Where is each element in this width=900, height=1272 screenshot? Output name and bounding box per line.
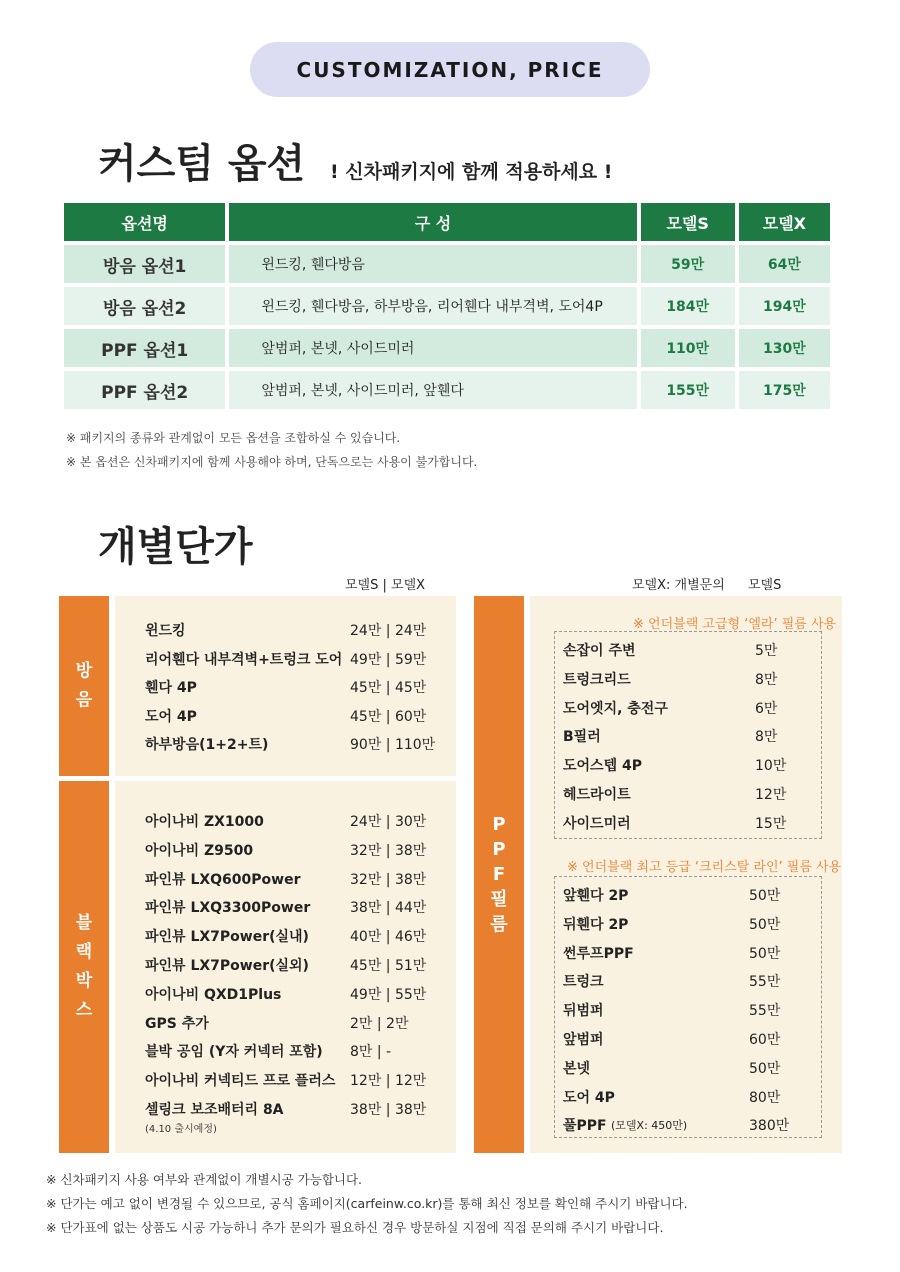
item-name: 아이나비 Z9500 (145, 842, 254, 859)
item-name: 파인뷰 LX7Power(실외) (145, 958, 309, 974)
item-price: 12만 (755, 787, 787, 803)
category-blackbox: 블 랙 박 스 (59, 781, 109, 1153)
option-name: PPF 옵션2 (64, 371, 225, 409)
price-model-s: 110만 (641, 329, 735, 367)
custom-options-subtitle: ! 신차패키지에 함께 적용하세요 ! (330, 161, 613, 183)
item-price: 10만 (755, 758, 787, 775)
item-price: 2만 | 2만 (350, 1015, 409, 1032)
ppf-panel (530, 596, 842, 1153)
item-price: 45만 | 51만 (350, 958, 427, 974)
right-column-header-a: 모델X: 개별문의 (632, 578, 725, 593)
option-composition: 윈드킹, 휀다방음 (229, 245, 636, 283)
custom-options-title: 커스텀 옵션 (98, 141, 306, 187)
right-column-header-b: 모델S (748, 578, 782, 593)
item-name: B필러 (563, 729, 601, 746)
price-model-s: 59만 (641, 245, 735, 283)
col-header-composition: 구 성 (229, 203, 636, 241)
item-name: 셀링크 보조배터리 8A (145, 1102, 284, 1118)
category-ppf: P P F 필 름 (474, 596, 524, 1153)
custom-note-1: ※ 패키지의 종류와 관계없이 모든 옵션을 조합하실 수 있습니다. (66, 431, 401, 445)
option-composition: 앞범퍼, 본넷, 사이드미러 (229, 329, 636, 367)
item-price: 80만 (749, 1089, 781, 1106)
col-header-model-s: 모델S (641, 203, 735, 241)
item-name: 아이나비 ZX1000 (145, 814, 264, 830)
item-name: 하부방음(1+2+트) (145, 737, 269, 753)
ppf-note-ella: ※ 언더블랙 고급형 ‘엘라’ 필름 사용 (633, 617, 837, 632)
item-price: 32만 | 38만 (350, 842, 427, 859)
table-row (64, 287, 830, 325)
item-price: 40만 | 46만 (350, 929, 427, 946)
item-price: 50만 (749, 1060, 781, 1077)
section-pill: CUSTOMIZATION, PRICE (250, 42, 650, 97)
item-name: 트렁크리드 (563, 671, 631, 688)
item-price: 49만 | 59만 (350, 651, 427, 668)
item-price: 24만 | 30만 (350, 814, 427, 830)
item-name: 파인뷰 LX7Power(실내) (145, 929, 309, 946)
option-composition: 윈드킹, 휀다방음, 하부방음, 리어휀다 내부격벽, 도어4P (229, 287, 636, 325)
item-price: 380만 (749, 1118, 790, 1135)
item-price: 50만 (749, 888, 781, 904)
item-price: 32만 | 38만 (350, 871, 427, 888)
table-row (64, 329, 830, 367)
option-composition: 앞범퍼, 본넷, 사이드미러, 앞휀다 (229, 371, 636, 409)
footnote-2: ※ 단가는 예고 없이 변경될 수 있으므로, 공식 홈페이지(carfeinw.co.kr)를 통해 최신 정보를 확인해 주시기 바랍니다. (46, 1196, 688, 1211)
option-name: 방음 옵션2 (64, 287, 225, 325)
item-price: 12만 | 12만 (350, 1073, 427, 1090)
item-name: 손잡이 주변 (563, 643, 636, 659)
item-name: 본넷 (563, 1060, 591, 1077)
category-soundproof: 방 음 (59, 596, 109, 776)
item-name: 도어 4P (145, 708, 197, 725)
item-price: 6만 (755, 700, 778, 717)
item-name: 리어휀다 내부격벽+트렁크 도어 (145, 651, 343, 668)
ppf-group-1 (554, 631, 822, 839)
table-row (64, 245, 830, 283)
item-name: 블박 공임 (Y자 커넥터 포함) (145, 1044, 323, 1061)
table-header-row (64, 203, 830, 241)
table-row (64, 371, 830, 409)
item-name: 윈드킹 (145, 623, 186, 639)
ppf-note-crystal: ※ 언더블랙 최고 등급 ‘크리스탈 라인’ 필름 사용 (567, 860, 842, 875)
custom-note-2: ※ 본 옵션은 신차패키지에 함께 사용해야 하며, 단독으로는 사용이 불가합니다. (66, 455, 478, 469)
item-price: 50만 (749, 916, 781, 933)
price-model-x: 130만 (739, 329, 830, 367)
item-name: 도어스텝 4P (563, 758, 642, 775)
item-price: 8만 (755, 729, 778, 746)
unit-price-title: 개별단가 (98, 524, 253, 570)
price-model-x: 64만 (739, 245, 830, 283)
release-note: (4.10 출시예정) (145, 1124, 217, 1135)
option-name: PPF 옵션1 (64, 329, 225, 367)
item-name: 썬루프PPF (563, 945, 634, 962)
item-price: 50만 (749, 945, 781, 962)
item-name: 아이나비 QXD1Plus (145, 986, 282, 1003)
col-header-option: 옵션명 (64, 203, 225, 241)
item-price: 49만 | 55만 (350, 986, 427, 1003)
item-price: 8만 (755, 671, 778, 688)
footnote-3: ※ 단가표에 없는 상품도 시공 가능하니 추가 문의가 필요하신 경우 방문하실 지점에 직접 문의해 주시기 바랍니다. (46, 1220, 664, 1235)
item-price: 45만 | 60만 (350, 708, 427, 725)
item-price: 55만 (749, 974, 781, 991)
item-name: GPS 추가 (145, 1015, 209, 1032)
item-name: 뒤휀다 2P (563, 916, 629, 933)
item-price: 55만 (749, 1003, 781, 1020)
item-name: 헤드라이트 (563, 787, 631, 803)
item-price: 38만 | 44만 (350, 900, 427, 917)
price-model-x: 194만 (739, 287, 830, 325)
item-price: 8만 | - (350, 1044, 392, 1061)
item-name: 사이드미러 (563, 815, 631, 832)
item-name: 앞범퍼 (563, 1032, 604, 1048)
item-price: 15만 (755, 815, 787, 832)
full-ppf-model-x-price: (모델X: 450만) (611, 1119, 688, 1133)
item-name: 파인뷰 LXQ600Power (145, 871, 301, 888)
item-name: 뒤범퍼 (563, 1003, 604, 1020)
footnote-1: ※ 신차패키지 사용 여부와 관계없이 개별시공 가능합니다. (46, 1172, 363, 1187)
col-header-model-x: 모델X (739, 203, 830, 241)
price-model-x: 175만 (739, 371, 830, 409)
custom-options-table (60, 199, 834, 413)
item-price: 5만 (755, 643, 778, 659)
item-price: 24만 | 24만 (350, 623, 427, 639)
item-name: 도어 4P (563, 1089, 615, 1106)
soundproof-panel (115, 596, 456, 776)
item-name: 앞휀다 2P (563, 888, 629, 904)
item-price: 45만 | 45만 (350, 680, 427, 696)
item-name: 트렁크 (563, 974, 604, 991)
item-name: 도어엣지, 충전구 (563, 700, 668, 717)
item-name: 아이나비 커넥티드 프로 플러스 (145, 1073, 336, 1090)
blackbox-panel (115, 781, 456, 1153)
price-model-s: 155만 (641, 371, 735, 409)
price-model-s: 184만 (641, 287, 735, 325)
item-price: 60만 (749, 1032, 781, 1048)
item-name: 파인뷰 LXQ3300Power (145, 900, 311, 917)
item-name: 휀다 4P (145, 680, 197, 696)
left-column-header: 모델S | 모델X (345, 578, 426, 593)
option-name: 방음 옵션1 (64, 245, 225, 283)
item-price: 38만 | 38만 (350, 1102, 427, 1118)
item-price: 90만 | 110만 (350, 737, 436, 753)
item-name: 풀PPF (563, 1118, 607, 1135)
ppf-group-2 (554, 876, 822, 1138)
